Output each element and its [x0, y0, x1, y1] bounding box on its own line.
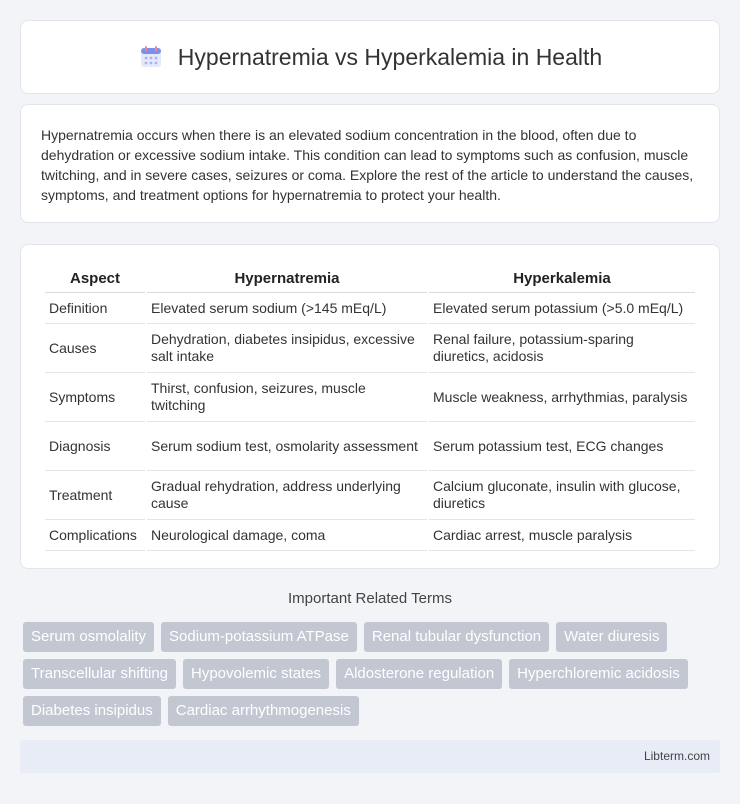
related-term-tag[interactable]: Renal tubular dysfunction [364, 622, 549, 652]
intro-card [20, 104, 720, 223]
table-cell: Complications [45, 520, 145, 551]
related-term-tag[interactable]: Hypovolemic states [183, 659, 329, 689]
related-term-tag[interactable]: Transcellular shifting [23, 659, 176, 689]
table-cell: Elevated serum sodium (>145 mEq/L) [147, 293, 427, 324]
table-cell: Diagnosis [45, 422, 145, 471]
table-row [45, 324, 695, 373]
table-header-row [45, 265, 695, 293]
column-header: Hypernatremia [147, 265, 427, 293]
table-cell: Causes [45, 324, 145, 373]
table-cell: Treatment [45, 471, 145, 520]
table-row [45, 422, 695, 471]
related-terms-list [23, 622, 723, 726]
related-term-tag[interactable]: Serum osmolality [23, 622, 154, 652]
footer-site-link[interactable]: Libterm.com [643, 749, 710, 763]
table-cell: Thirst, confusion, seizures, muscle twitching [147, 373, 427, 422]
related-term-tag[interactable]: Cardiac arrhythmogenesis [168, 696, 359, 726]
related-term-tag[interactable]: Aldosterone regulation [336, 659, 502, 689]
related-term-tag[interactable]: Diabetes insipidus [23, 696, 161, 726]
table-row [45, 471, 695, 520]
column-header: Hyperkalemia [429, 265, 695, 293]
header-card [20, 20, 720, 94]
comparison-table [43, 265, 697, 551]
comparison-table-card [20, 244, 720, 569]
table-cell: Serum sodium test, osmolarity assessment [147, 422, 427, 471]
footer [20, 740, 720, 773]
table-cell: Muscle weakness, arrhythmias, paralysis [429, 373, 695, 422]
calendar-grid-icon [138, 44, 164, 70]
related-term-tag[interactable]: Sodium-potassium ATPase [161, 622, 357, 652]
related-term-tag[interactable]: Hyperchloremic acidosis [509, 659, 688, 689]
table-cell: Symptoms [45, 373, 145, 422]
table-cell: Dehydration, diabetes insipidus, excessive salt intake [147, 324, 427, 373]
table-cell: Gradual rehydration, address underlying cause [147, 471, 427, 520]
table-cell: Renal failure, potassium-sparing diuretics, acidosis [429, 324, 695, 373]
table-cell: Neurological damage, coma [147, 520, 427, 551]
intro-text: Hypernatremia occurs when there is an elevated sodium concentration in the blood, often due to dehydration or excessive sodium intake. This condition can lead to symptoms such as confusion, muscle twitching, and in severe cases, seizures or coma. Explore the rest of the article to understand the causes, symptoms, and treatment options for hypernatremia to protect your health. [41, 127, 694, 203]
column-header: Aspect [45, 265, 145, 293]
table-cell: Calcium gluconate, insulin with glucose, diuretics [429, 471, 695, 520]
table-cell: Definition [45, 293, 145, 324]
table-cell: Cardiac arrest, muscle paralysis [429, 520, 695, 551]
table-row [45, 293, 695, 324]
page-title: Hypernatremia vs Hyperkalemia in Health [177, 43, 603, 70]
table-row [45, 520, 695, 551]
related-term-tag[interactable]: Water diuresis [556, 622, 667, 652]
table-row [45, 373, 695, 422]
table-cell: Elevated serum potassium (>5.0 mEq/L) [429, 293, 695, 324]
related-terms-title: Important Related Terms [288, 590, 452, 607]
table-cell: Serum potassium test, ECG changes [429, 422, 695, 471]
